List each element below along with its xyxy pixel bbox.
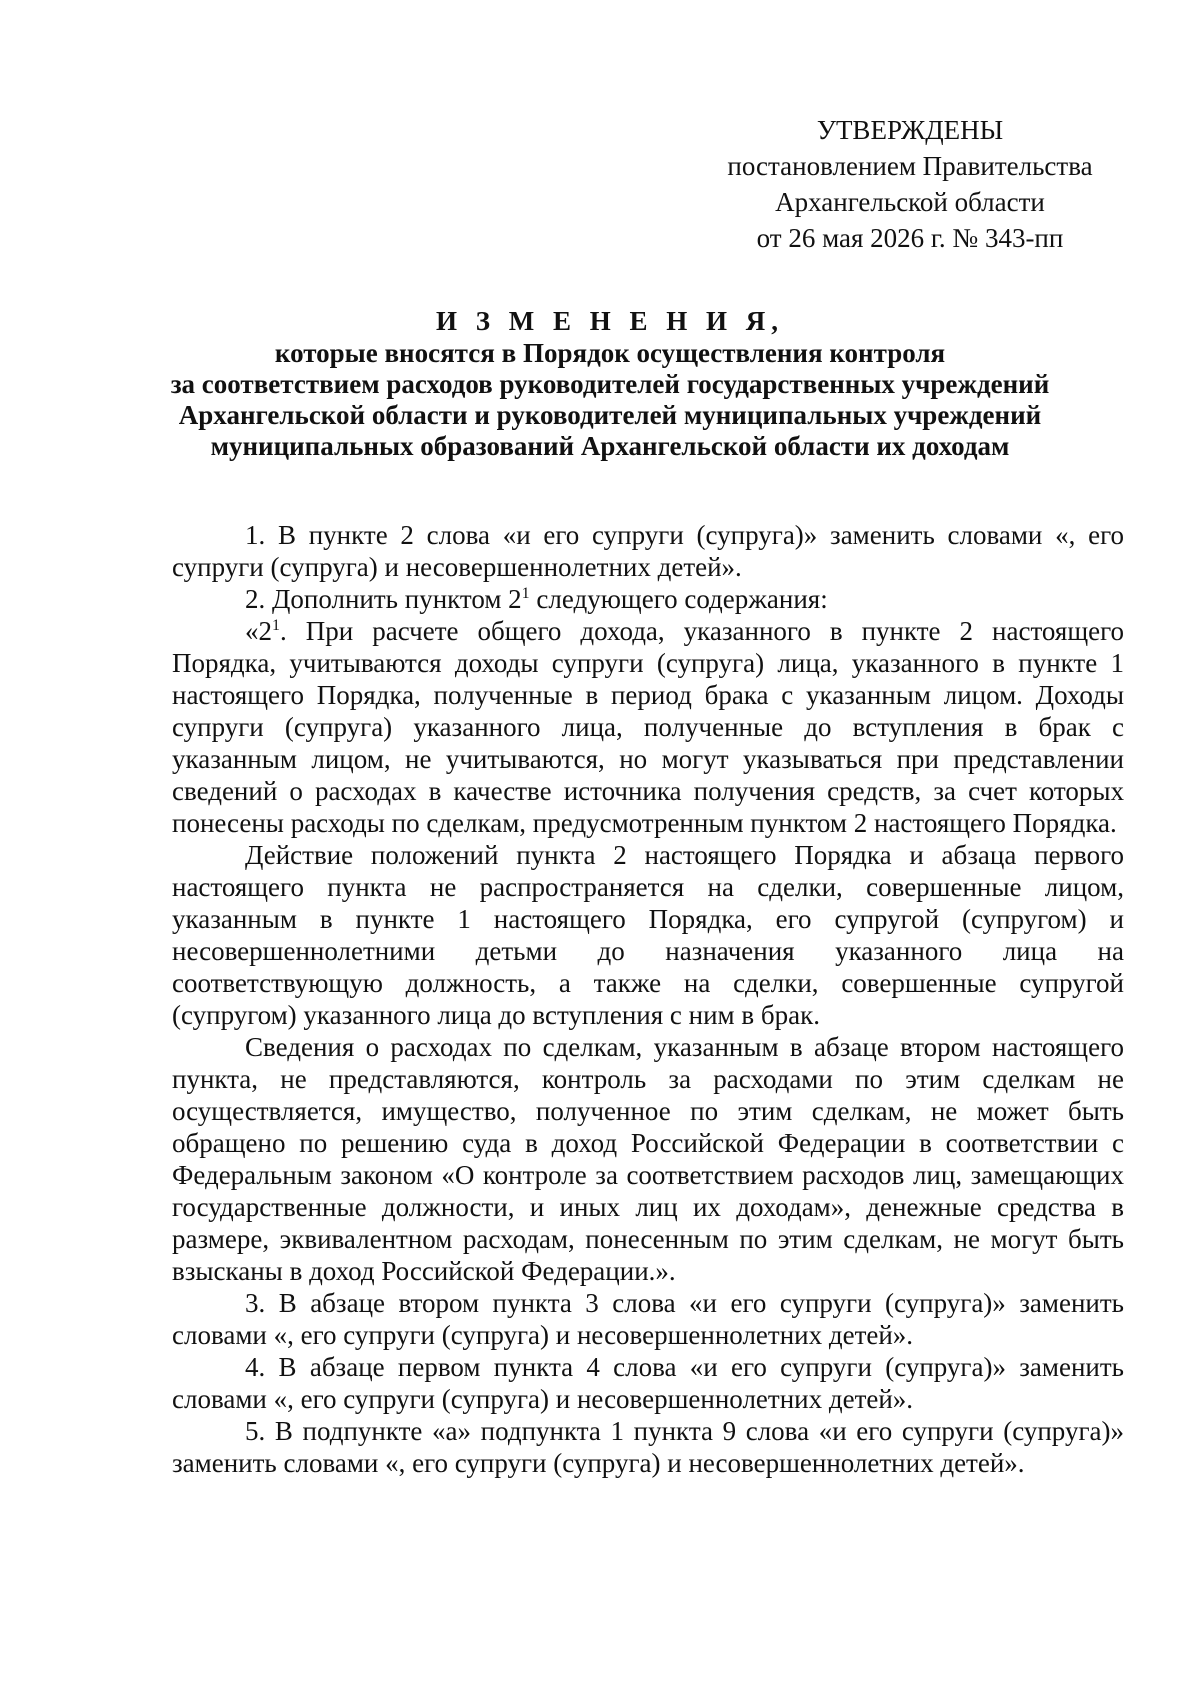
approval-date-number: от 26 мая 2026 г. № 343-пп — [756, 223, 1064, 253]
approval-authority: постановлением Правительства — [727, 151, 1093, 181]
paragraph-item-2-tail: следующего содержания: — [529, 584, 828, 614]
approval-block — [700, 112, 1120, 256]
paragraph-point-2-1-second: Действие положений пункта 2 настоящего Порядка и абзаца первого настоящего пункта не распространяется на сделки, совершенные лицом, указанным в пункте 1 настоящего Порядка, его супругой (супругом) и несовершеннолетними детьми до назначения указанного лица на соответствующую должность, а также на сделки, совершенные супругой (супругом) указанного лица до вступления с ним в брак. — [172, 840, 1124, 1030]
superscript-index: 1 — [272, 617, 280, 634]
paragraph-item-2 — [172, 583, 1124, 615]
paragraph-item-3: 3. В абзаце втором пункта 3 слова «и его супруги (супруга)» заменить словами «, его супруги (супруга) и несовершеннолетних детей». — [172, 1288, 1124, 1350]
paragraph-point-2-1 — [172, 615, 1124, 839]
title-line-3: Архангельской области и руководителей муниципальных учреждений — [178, 400, 1042, 430]
document-body — [172, 519, 1124, 1479]
paragraph-item-2-text: 2. Дополнить пунктом 2 — [245, 584, 522, 614]
approval-status: УТВЕРЖДЕНЫ — [816, 115, 1004, 145]
paragraph-item-4: 4. В абзаце первом пункта 4 слова «и его супруги (супруга)» заменить словами «, его супруги (супруга) и несовершеннолетних детей». — [172, 1352, 1124, 1414]
title-heading: И З М Е Н Е Н И Я, — [435, 306, 784, 336]
title-line-2: за соответствием расходов руководителей государственных учреждений — [170, 369, 1050, 399]
document-title — [140, 306, 1080, 462]
title-line-4: муниципальных образований Архангельской области их доходам — [210, 431, 1010, 461]
superscript-index: 1 — [521, 585, 530, 602]
approval-region: Архангельской области — [775, 187, 1045, 217]
paragraph-point-2-1-third: Сведения о расходах по сделкам, указанным в абзаце втором настоящего пункта, не представляются, контроль за расходами по этим сделкам не осуществляется, имущество, полученное по этим сделкам, не может быть обращено по решению суда в доход Российской Федерации в соответствии с Федеральным законом «О контроле за соответствием расходов лиц, замещающих государственные должности, и иных лиц их доходам», денежные средства в размере, эквивалентном расходам, понесенным по этим сделкам, не могут быть взысканы в доход Российской Федерации.». — [172, 1032, 1124, 1286]
paragraph-point-2-1-lead: «2 — [245, 616, 272, 646]
paragraph-point-2-1-text: . При расчете общего дохода, указанного в пункте 2 настоящего Порядка, учитываются доходы супруги (супруга) лица, указанного в пункте 1 настоящего Порядка, полученные в период брака с указанным лицом. Доходы супруги (супруга) указанного лица, полученные до вступления в брак с указанным лицом, не учитываются, но могут указываться при представлении сведений о расходах в качестве источника получения средств, за счет которых понесены расходы по сделкам, предусмотренным пунктом 2 настоящего Порядка. — [172, 616, 1124, 838]
paragraph-item-1: 1. В пункте 2 слова «и его супруги (супруга)» заменить словами «, его супруги (супруга) и несовершеннолетних детей». — [172, 520, 1124, 582]
title-line-1: которые вносятся в Порядок осуществления контроля — [274, 338, 946, 368]
paragraph-item-5: 5. В подпункте «а» подпункта 1 пункта 9 слова «и его супруги (супруга)» заменить словами «, его супруги (супруга) и несовершеннолетних детей». — [172, 1416, 1124, 1478]
